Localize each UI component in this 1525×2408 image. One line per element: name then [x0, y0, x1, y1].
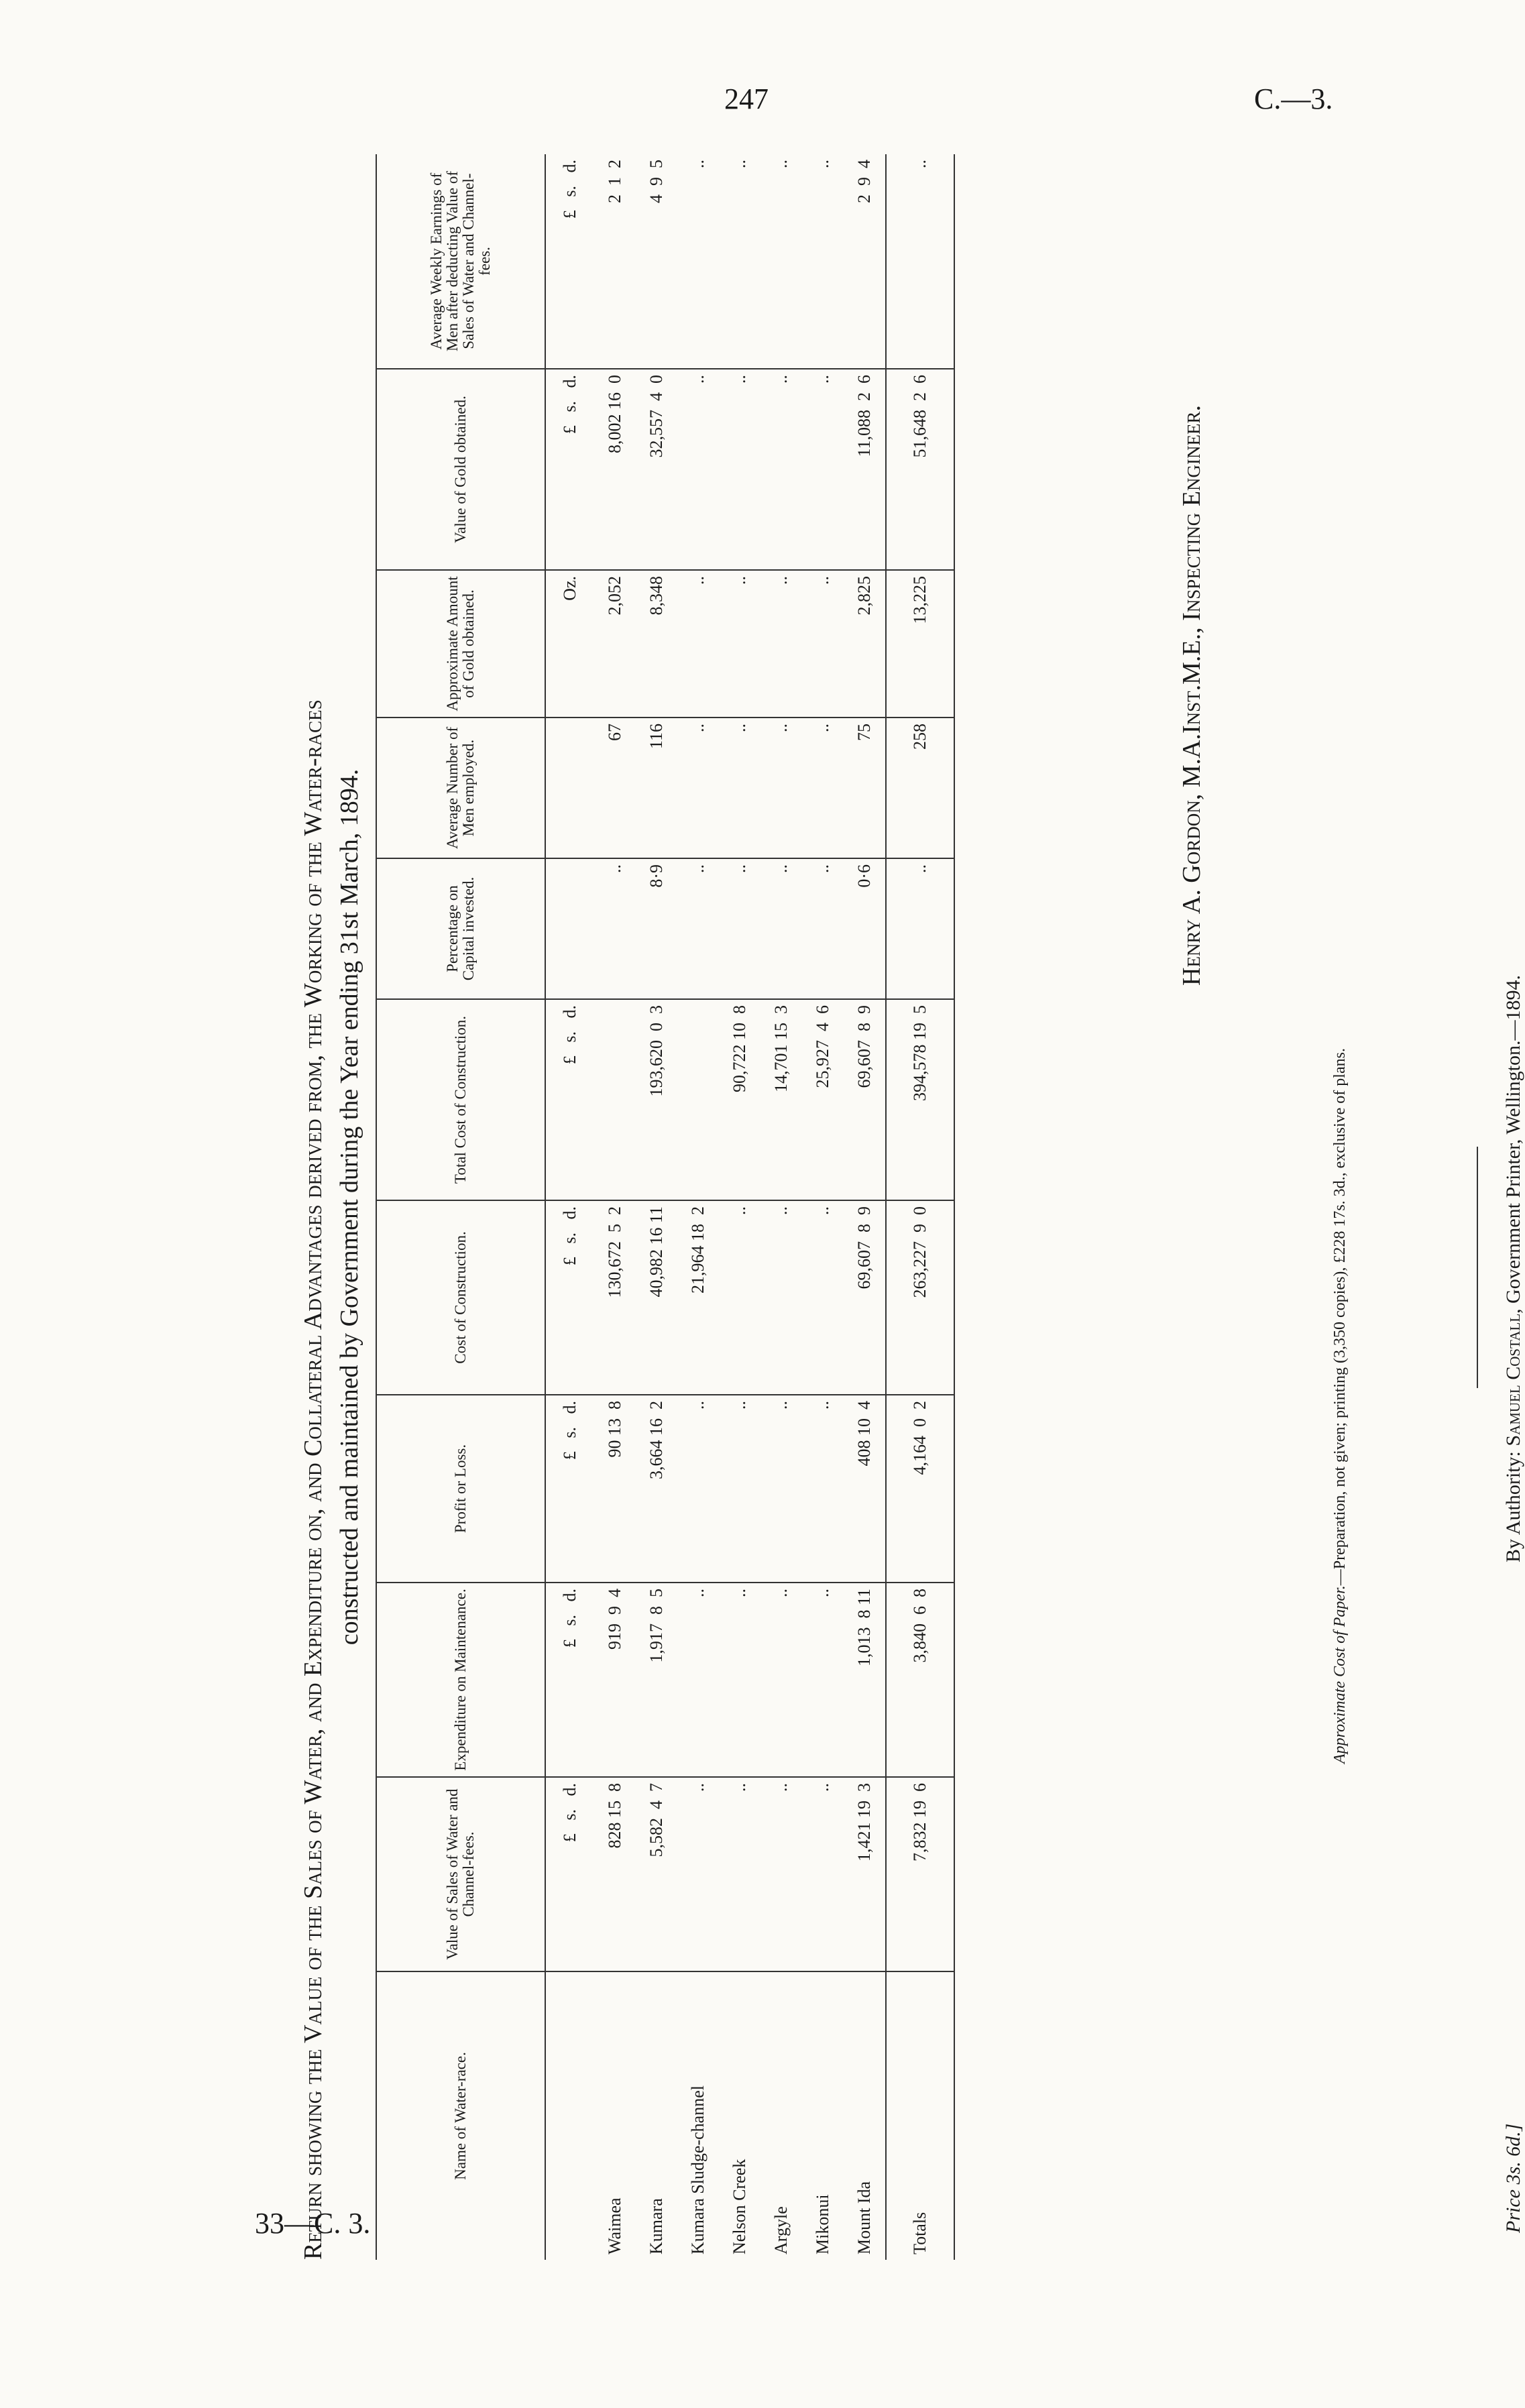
table-cell: ..	[802, 154, 844, 369]
table-cell: ..	[802, 1395, 844, 1583]
table-cell: ..	[719, 858, 760, 999]
table-cell: ..	[760, 570, 802, 718]
table-cell	[594, 999, 636, 1200]
table-cell	[545, 718, 594, 858]
units-row	[545, 154, 594, 2260]
table-cell: ..	[677, 369, 719, 570]
table-cell: ..	[719, 1583, 760, 1777]
table-cell: ..	[760, 1395, 802, 1583]
table-cell: 40,982 16 11	[636, 1200, 677, 1395]
water-races-return-table	[376, 154, 955, 2260]
paper-cost-label: Approximate Cost of Paper.	[1331, 1585, 1349, 1764]
table-cell: Oz.	[545, 570, 594, 718]
column-header: Approximate Amount of Gold obtained.	[376, 570, 545, 718]
table-cell: ..	[802, 1583, 844, 1777]
table-row	[594, 154, 636, 2260]
table-cell: ..	[760, 154, 802, 369]
table-cell: 21,964 18 2	[677, 1200, 719, 1395]
page-number: 247	[724, 82, 769, 115]
series-code: C.—3.	[1254, 82, 1333, 115]
column-header: Average Number of Men employed.	[376, 718, 545, 858]
table-cell: 193,620 0 3	[636, 999, 677, 1200]
table-cell: ..	[802, 1200, 844, 1395]
authority-suffix: , Government Printer, Wellington.—1894.	[1502, 975, 1524, 1314]
column-header: Profit or Loss.	[376, 1395, 545, 1583]
table-cell: ..	[760, 1777, 802, 1971]
row-label: Totals	[886, 1971, 954, 2260]
table-cell: ..	[886, 858, 954, 999]
table-cell: 7,832 19 6	[886, 1777, 954, 1971]
row-label: Nelson Creek	[730, 2159, 749, 2254]
table-row	[636, 154, 677, 2260]
authority-prefix: By Authority:	[1502, 1446, 1524, 1562]
table-cell: 90 13 8	[594, 1395, 636, 1583]
table-cell: 3,840 6 8	[886, 1583, 954, 1777]
column-header: Total Cost of Construction.	[376, 999, 545, 1200]
table-cell	[545, 858, 594, 999]
table-row	[802, 154, 844, 2260]
column-header: Value of Sales of Water and Channel-fees.	[376, 1777, 545, 1971]
row-label: Kumara Sludge-channel	[688, 2085, 708, 2254]
paper-cost-text: —Preparation, not given; printing (3,350 copies), £228 17s. 3d., exclusive of plans.	[1331, 1048, 1349, 1586]
rotated-table-page	[282, 154, 1524, 2260]
sheet-signature-mark: 33—C. 3.	[255, 2207, 371, 2240]
table-cell: ..	[802, 858, 844, 999]
table-cell: 69,607 8 9	[844, 999, 886, 1200]
table-cell: 8·9	[636, 858, 677, 999]
printer-name: Samuel Costall	[1502, 1313, 1524, 1446]
table-cell: £ s. d.	[545, 1777, 594, 1971]
table-cell	[677, 999, 719, 1200]
row-label	[545, 1971, 594, 2260]
table-cell: 75	[844, 718, 886, 858]
table-row	[760, 154, 802, 2260]
table-cell: 67	[594, 718, 636, 858]
table-cell: ..	[760, 1583, 802, 1777]
table-cell: 1,917 8 5	[636, 1583, 677, 1777]
table-cell: ..	[677, 1583, 719, 1777]
table-cell: ..	[719, 1777, 760, 1971]
table-cell: 408 10 4	[844, 1395, 886, 1583]
column-header: Expenditure on Maintenance.	[376, 1583, 545, 1777]
totals-row	[886, 154, 954, 2260]
table-cell: 130,672 5 2	[594, 1200, 636, 1395]
table-cell: ..	[719, 1395, 760, 1583]
table-cell: 8,348	[636, 570, 677, 718]
column-header: Value of Gold obtained.	[376, 369, 545, 570]
table-cell: ..	[719, 154, 760, 369]
table-cell: ..	[886, 154, 954, 369]
column-header: Cost of Construction.	[376, 1200, 545, 1395]
column-header: Average Weekly Earnings of Men after deducting Value of Sales of Water and Channel-fees.	[376, 154, 545, 369]
table-cell: 2 1 2	[594, 154, 636, 369]
table-header-row	[376, 154, 545, 2260]
table-cell: 258	[886, 718, 954, 858]
table-cell: ..	[760, 369, 802, 570]
table-cell: ..	[677, 1395, 719, 1583]
table-cell: 2,052	[594, 570, 636, 718]
table-cell: ..	[760, 718, 802, 858]
table-row	[719, 154, 760, 2260]
table-cell: ..	[719, 1200, 760, 1395]
table-cell: 394,578 19 5	[886, 999, 954, 1200]
table-cell: ..	[719, 718, 760, 858]
table-cell: ..	[802, 369, 844, 570]
table-cell: 1,013 8 11	[844, 1583, 886, 1777]
table-cell: 8,002 16 0	[594, 369, 636, 570]
table-cell: 14,701 15 3	[760, 999, 802, 1200]
table-cell: ..	[760, 1200, 802, 1395]
column-header: Percentage on Capital invested.	[376, 858, 545, 999]
engineer-signature: Henry A. Gordon, M.A.Inst.M.E., Inspecting Engineer.	[1178, 405, 1206, 986]
table-cell: ..	[677, 1777, 719, 1971]
printer-authority	[1502, 975, 1525, 1562]
table-cell: 90,722 10 8	[719, 999, 760, 1200]
column-header: Name of Water-race.	[376, 1971, 545, 2260]
table-cell: 0·6	[844, 858, 886, 999]
table-cell: £ s. d.	[545, 1583, 594, 1777]
table-cell: 69,607 8 9	[844, 1200, 886, 1395]
authority-rule	[1477, 1147, 1478, 1388]
table-cell: ..	[677, 858, 719, 999]
table-cell: 13,225	[886, 570, 954, 718]
table-cell: 828 15 8	[594, 1777, 636, 1971]
table-cell: ..	[802, 570, 844, 718]
table-cell: 2,825	[844, 570, 886, 718]
row-label: Waimea	[605, 2197, 624, 2254]
table-cell: 1,421 19 3	[844, 1777, 886, 1971]
paper-cost-note	[1331, 1048, 1349, 1764]
table-cell: ..	[677, 570, 719, 718]
table-cell: ..	[802, 1777, 844, 1971]
table-row	[677, 154, 719, 2260]
table-cell: 2 9 4	[844, 154, 886, 369]
table-cell: ..	[719, 570, 760, 718]
table-cell: 263,227 9 0	[886, 1200, 954, 1395]
table-title-line-1: Return showing the Value of the Sales of Water, and Expenditure on, and Collateral Advantages derived from, the Working of the Water-races	[299, 699, 327, 2260]
table-cell: ..	[719, 369, 760, 570]
row-label: Mount Ida	[854, 2181, 874, 2254]
table-cell: ..	[677, 154, 719, 369]
row-label: Mikonui	[813, 2194, 832, 2254]
table-cell: 919 9 4	[594, 1583, 636, 1777]
table-cell: ..	[594, 858, 636, 999]
price-note: Price 3s. 6d.]	[1502, 2123, 1524, 2233]
table-cell: 3,664 16 2	[636, 1395, 677, 1583]
table-cell: £ s. d.	[545, 999, 594, 1200]
row-label: Kumara	[646, 2198, 666, 2254]
table-cell: £ s. d.	[545, 154, 594, 369]
table-cell: £ s. d.	[545, 1395, 594, 1583]
table-cell: 116	[636, 718, 677, 858]
table-cell: 5,582 4 7	[636, 1777, 677, 1971]
table-cell: 4 9 5	[636, 154, 677, 369]
table-cell: ..	[760, 858, 802, 999]
table-cell: ..	[802, 718, 844, 858]
table-cell: £ s. d.	[545, 369, 594, 570]
table-cell: 11,088 2 6	[844, 369, 886, 570]
table-cell: 51,648 2 6	[886, 369, 954, 570]
table-cell: ..	[677, 718, 719, 858]
row-label: Argyle	[771, 2206, 791, 2254]
table-row	[844, 154, 886, 2260]
table-title-line-2: constructed and maintained by Government during the Year ending 31st March, 1894.	[335, 768, 363, 1646]
table-cell: 4,164 0 2	[886, 1395, 954, 1583]
table-cell: £ s. d.	[545, 1200, 594, 1395]
table-cell: 25,927 4 6	[802, 999, 844, 1200]
table-cell: 32,557 4 0	[636, 369, 677, 570]
